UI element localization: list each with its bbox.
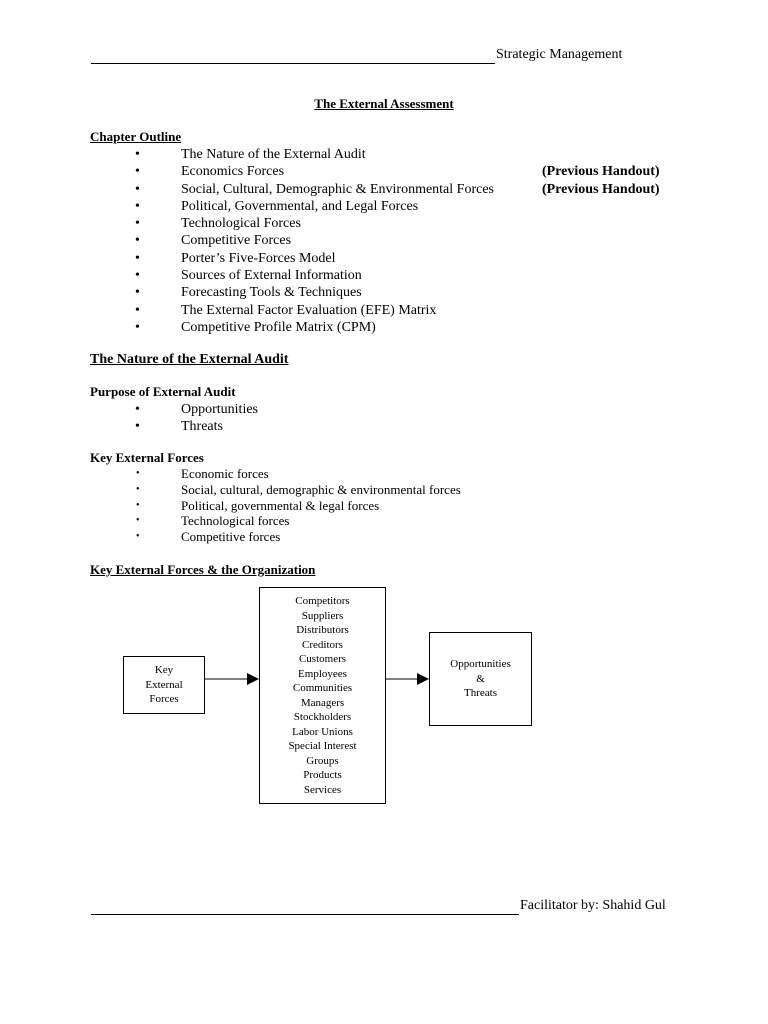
bullet-icon: • xyxy=(135,198,140,214)
bullet-icon: • xyxy=(135,319,140,335)
organization-section-heading: Key External Forces & the Organization xyxy=(90,562,316,577)
bullet-icon: • xyxy=(135,233,140,249)
footer-rule xyxy=(91,914,519,915)
box-label: Services xyxy=(303,783,342,796)
bullet-icon: • xyxy=(136,499,140,511)
previous-handout-note: (Previous Handout) xyxy=(542,181,660,197)
stakeholders-box xyxy=(259,587,386,804)
box-label: Groups xyxy=(306,754,339,767)
previous-handout-note: (Previous Handout) xyxy=(542,164,660,180)
bullet-icon: • xyxy=(136,468,140,479)
bullet-icon: • xyxy=(135,250,140,266)
box-label: Products xyxy=(303,769,342,781)
document-page: Strategic Management The External Assessment Chapter Outline • The Nature of the External Audit • Economics Forces (Previous Handout) • Social, Cultural, Demographic & Environmental Forces (Previous Handout) • Political, Governmental, and Legal Forces • Technological Forces • Competitive Forces • Porter’s Five-Forces Model • Sources of External Information • Forecasting Tools & Techniques • The External Factor Evaluation (EFE) Matrix • Competitive Profile Matrix (CPM) The Nature of the External Audit Purpose of External Audit • Opportunities • Threats Key External Forces • Economic forces • Social, cultural, demographic & environmental forces • Political, governmental & legal forces • Technological forces • Competitive forces Key External Forces & the Organization Key External Forces Competitors Suppliers Distributors Creditors Customers Employees Communities Managers Stockholders Labor Unions Special Interest Groups Products Services Opportunities & Threats Facilitator by: Shahid Gul xyxy=(0,0,768,1024)
opportunities-threats-box xyxy=(429,632,532,726)
bullet-icon: • xyxy=(135,164,140,180)
bullet-icon: • xyxy=(135,181,140,197)
box-label: Special Interest xyxy=(288,740,357,752)
purpose-heading: Purpose of External Audit xyxy=(90,384,236,399)
bullet-icon: • xyxy=(136,483,140,495)
box-label: Stockholders xyxy=(293,711,352,723)
box-label: Opportunities xyxy=(450,658,511,671)
nature-section-heading: The Nature of the External Audit xyxy=(90,352,289,367)
bullet-icon: • xyxy=(135,147,140,162)
box-label: Customers xyxy=(298,653,347,665)
key-external-forces-box xyxy=(123,656,205,714)
box-label: Forces xyxy=(149,693,179,706)
box-label: & xyxy=(476,672,485,685)
box-label: Key xyxy=(154,664,174,677)
arrowhead-icon xyxy=(247,673,259,685)
header-text: Strategic Management xyxy=(496,47,623,62)
box-label: Competitors xyxy=(295,595,350,607)
bullet-icon: • xyxy=(135,419,140,435)
bullet-icon: • xyxy=(136,531,140,543)
box-label: External xyxy=(145,678,183,691)
box-label: Communities xyxy=(292,682,353,694)
box-label: Distributors xyxy=(296,624,349,636)
bullet-icon: • xyxy=(135,268,140,284)
box-label: Suppliers xyxy=(301,609,344,622)
arrowhead-icon xyxy=(417,673,429,685)
box-label: Managers xyxy=(300,696,345,709)
box-label: Creditors xyxy=(302,638,343,651)
bullet-icon: • xyxy=(135,216,140,232)
header-rule xyxy=(91,63,495,64)
bullet-icon: • xyxy=(135,402,140,417)
box-label: Employees xyxy=(298,667,347,680)
chapter-outline-heading: Chapter Outline xyxy=(90,129,182,144)
key-forces-heading: Key External Forces xyxy=(90,450,204,465)
bullet-icon: • xyxy=(135,285,140,301)
bullet-icon: • xyxy=(135,302,140,318)
bullet-icon: • xyxy=(136,515,140,527)
box-label: Labor Unions xyxy=(292,725,353,738)
box-label: Threats xyxy=(464,687,497,700)
footer-text: Facilitator by: Shahid Gul xyxy=(520,898,666,913)
page-title: The External Assessment xyxy=(314,96,454,111)
